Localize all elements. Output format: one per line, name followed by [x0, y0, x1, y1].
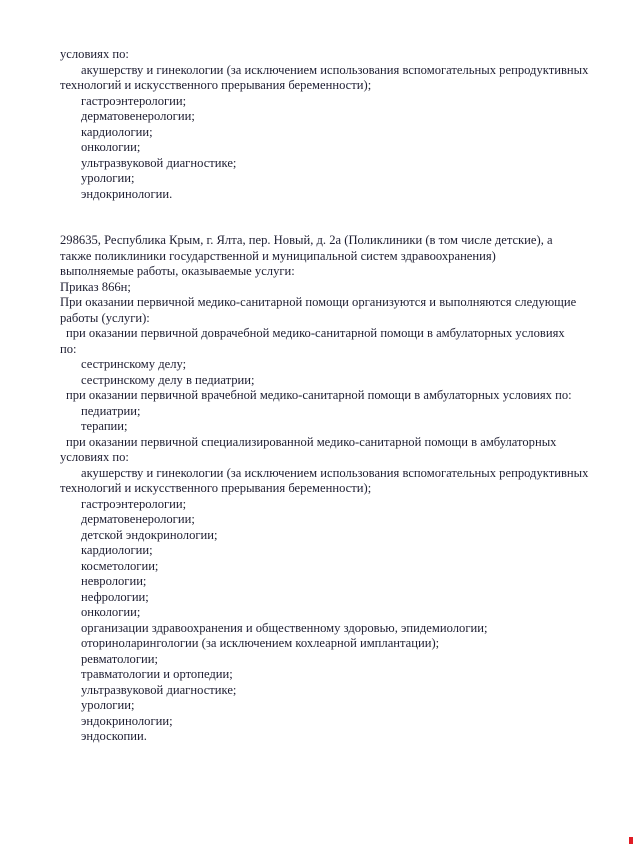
doc-line: эндоскопии. [81, 729, 147, 743]
doc-line: косметологии; [81, 558, 159, 573]
doc-line: технологий и искусственного прерывания беременности); [60, 481, 372, 495]
doc-line: При оказании первичной медико-санитарной помощи организуются и выполняются следующие [60, 295, 577, 309]
doc-line: дерматовенерологии; [81, 512, 195, 526]
doc-line: терапии; [81, 419, 128, 433]
doc-line: детской эндокринологии; [81, 527, 218, 542]
doc-line: гастроэнтерологии; [81, 496, 187, 511]
doc-line: урологии; [81, 698, 135, 712]
document-page [60, 47, 612, 745]
doc-line: ревматологии; [81, 651, 158, 666]
blank-line [60, 202, 612, 218]
doc-line: организации здравоохранения и общественному здоровью, эпидемиологии; [81, 620, 488, 635]
doc-line: при оказании первичной врачебной медико-санитарной помощи в амбулаторных условиях по: [66, 388, 572, 402]
address-line: также поликлиники государственной и муниципальной систем здравоохранения) [60, 248, 496, 263]
doc-line: эндокринологии; [81, 713, 173, 728]
doc-line: онкологии; [81, 605, 141, 619]
red-marker [629, 837, 633, 844]
doc-line: по: [60, 341, 77, 356]
doc-line: технологий и искусственного прерывания беременности); [60, 78, 372, 92]
doc-line: кардиологии; [81, 124, 153, 139]
doc-line: при оказании первичной специализированной медико-санитарной помощи в амбулаторных [66, 434, 557, 449]
doc-line: сестринскому делу; [81, 357, 187, 371]
doc-line: акушерству и гинекологии (за исключением использования вспомогательных репродуктивных [81, 62, 589, 77]
doc-line: работы (услуги): [60, 310, 150, 325]
doc-line: условиях по: [60, 450, 129, 464]
doc-line: оториноларингологии (за исключением кохлеарной имплантации); [81, 636, 440, 650]
doc-line: акушерству и гинекологии (за исключением использования вспомогательных репродуктивных [81, 465, 589, 480]
doc-line: сестринскому делу в педиатрии; [81, 372, 255, 387]
doc-line: эндокринологии. [81, 186, 173, 201]
doc-line: травматологии и ортопедии; [81, 667, 233, 681]
doc-line: кардиологии; [81, 543, 153, 557]
order-line: Приказ 866н; [60, 279, 131, 294]
address-line: 298635, Республика Крым, г. Ялта, пер. Новый, д. 2а (Поликлиники (в том числе детские), а [60, 233, 553, 247]
doc-line: урологии; [81, 171, 135, 185]
blank-line [60, 218, 612, 234]
doc-line: педиатрии; [81, 403, 141, 418]
doc-line: дерматовенерологии; [81, 109, 195, 123]
doc-line: гастроэнтерологии; [81, 93, 187, 108]
doc-line: ультразвуковой диагностике; [81, 682, 237, 697]
doc-line: онкологии; [81, 140, 141, 154]
doc-line: неврологии; [81, 574, 147, 588]
doc-line: ультразвуковой диагностике; [81, 155, 237, 170]
doc-line: условиях по: [60, 47, 129, 61]
doc-line: при оказании первичной доврачебной медико-санитарной помощи в амбулаторных условиях [66, 326, 565, 340]
doc-line: нефрологии; [81, 589, 149, 604]
doc-line: выполняемые работы, оказываемые услуги: [60, 264, 295, 278]
